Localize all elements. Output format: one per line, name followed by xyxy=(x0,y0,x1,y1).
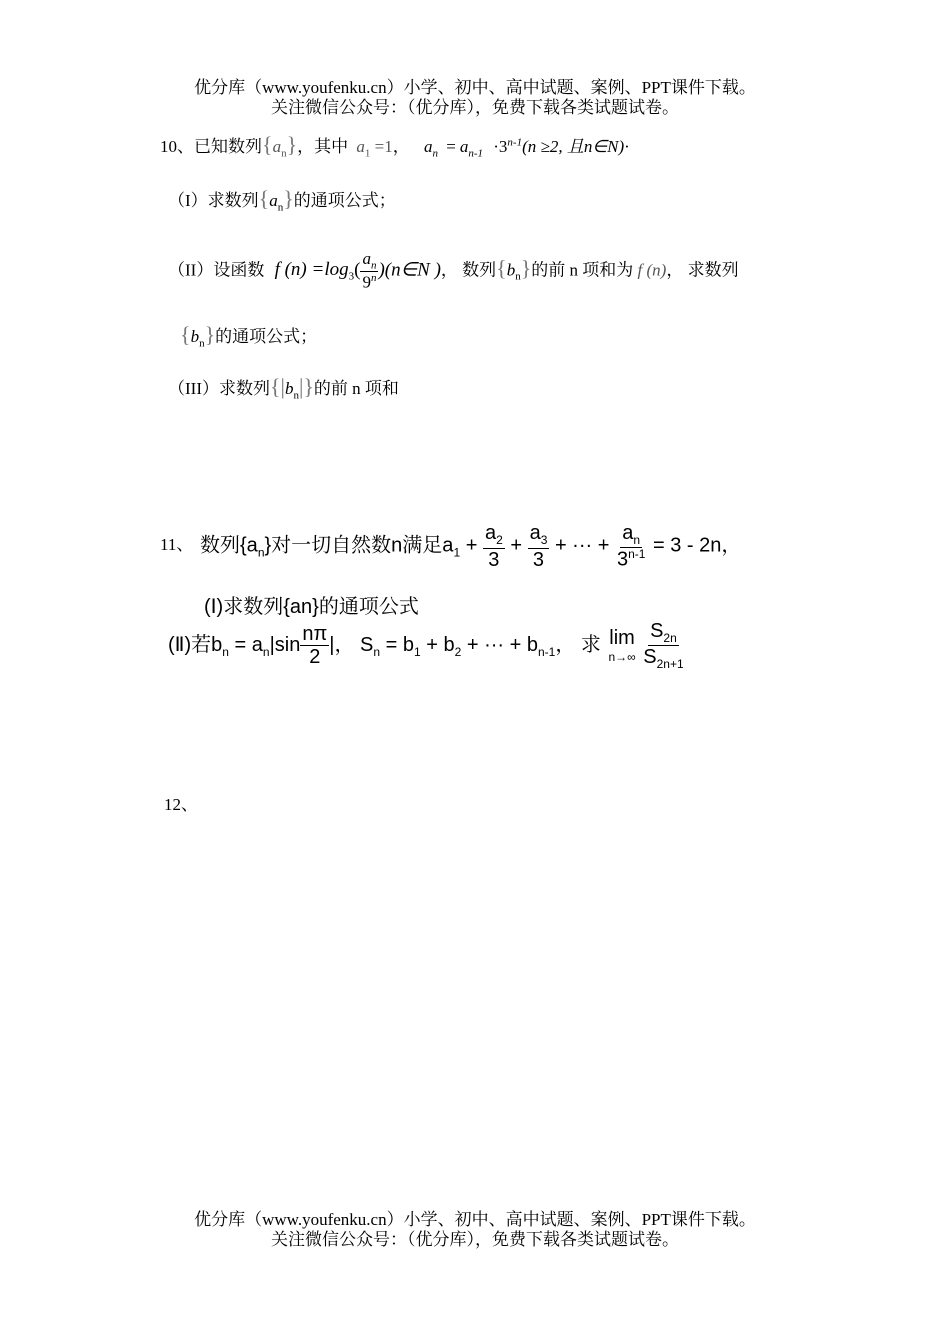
part-text: ， 求 xyxy=(555,633,601,656)
part-label: (Ⅱ)若b xyxy=(168,633,223,656)
part-label: （I）求数列 xyxy=(168,191,259,210)
math-sub: n xyxy=(432,147,438,160)
math-sub: 1 xyxy=(453,545,461,560)
math-sub: n xyxy=(277,201,284,214)
math-func: |sin xyxy=(269,633,301,656)
question-text: ，其中 xyxy=(297,137,349,156)
footer-line-1: 优分库（www.youfenku.cn）小学、初中、高中试题、案例、PPT课件下载。 xyxy=(194,1210,756,1229)
question-11-part-1: (Ⅰ)求数列{an}的通项公式 xyxy=(204,596,419,618)
math-cond: (n ≥2, 且n∈N) xyxy=(522,137,625,156)
math-fraction: $\frac{a_2}{3}$ xyxy=(484,522,503,571)
math-func: )(n∈N ) xyxy=(378,259,441,281)
math-op: + b xyxy=(426,633,455,656)
question-12-number: 12、 xyxy=(164,795,198,814)
math-eq: = a xyxy=(234,633,263,656)
math-op: + ··· + xyxy=(554,534,610,557)
math-fraction: $\frac{a_3}{3}$ xyxy=(529,522,548,571)
math-eq: =1 xyxy=(374,137,393,156)
part-text: 的通项公式； xyxy=(215,327,318,346)
math-var: a xyxy=(459,137,469,156)
math-var: a xyxy=(423,137,433,156)
math-fraction: $\frac{S_{2n}}{S_{2n+1}}$ xyxy=(643,620,684,672)
part-label: （II）设函数 xyxy=(168,260,265,280)
punct: · xyxy=(624,137,630,156)
math-sub: n xyxy=(257,545,265,560)
question-11-number: 11、 xyxy=(160,535,194,554)
question-11-line-1 xyxy=(200,522,741,571)
part-text: ， 求数列 xyxy=(666,260,739,280)
math-sub: n xyxy=(199,337,205,350)
math-eq: = xyxy=(446,137,456,156)
math-term: ·3 xyxy=(493,137,508,156)
math-sub: n-1 xyxy=(537,644,556,659)
math-eq: = 3 - 2n， xyxy=(652,534,742,557)
math-sup: n-1 xyxy=(507,136,523,149)
math-sub: n xyxy=(293,389,299,402)
math-func: f (n) =log xyxy=(274,259,349,281)
punct: ， xyxy=(392,137,410,156)
math-var: a xyxy=(272,137,282,156)
math-sub: 3 xyxy=(348,270,355,283)
question-10-part-1: （I）求数列$\{a_n\}$的通项公式； xyxy=(168,186,396,214)
math-sub: n xyxy=(373,644,381,659)
math-sub: n xyxy=(262,644,270,659)
question-text: 数列{a xyxy=(200,534,258,557)
math-sub: 2 xyxy=(454,644,462,659)
question-text: }对一切自然数n满足a xyxy=(264,534,454,557)
math-func: f (n) xyxy=(637,260,667,280)
question-10-part-2-line-2: $\{b_n\}$的通项公式； xyxy=(180,322,318,350)
math-sub: 1 xyxy=(413,644,421,659)
part-text: 的通项公式； xyxy=(293,191,396,210)
part-text: ， 数列 xyxy=(440,260,497,280)
math-fraction: $\frac{n\pi}{2}$ xyxy=(302,623,328,669)
question-10-part-2: （II）设函数 f $(n) =\log_3$( $\frac{a_n}{9^n}$ )(n∈N )， 数列$\{b_n\}$的前 n 项和为 f (n)， 求数列 xyxy=(168,249,739,293)
math-var: a xyxy=(269,191,278,210)
math-sub: n xyxy=(222,644,229,659)
math-var: b xyxy=(190,327,200,346)
math-var: b xyxy=(284,379,294,398)
question-number: 10、 xyxy=(160,137,194,156)
question-10-part-3: （III）求数列$\{|b_n|\}$的前 n 项和 xyxy=(168,374,399,402)
math-op: + ··· + b xyxy=(466,633,538,656)
header-line-1: 优分库（www.youfenku.cn）小学、初中、高中试题、案例、PPT课件下载。 xyxy=(194,78,756,97)
math-op: + xyxy=(465,534,478,557)
question-10-line-1: 10、已知数列$\{a_n\}$，其中 $a_1 =1$， $a_n = a_{n-1} \cdot 3^{n-1}(n \ge 2$, 且n∈N)· xyxy=(160,132,630,160)
math-fraction: $\frac{a_n}{3^{n-1}}$ xyxy=(616,522,646,571)
part-text: 的前 n 项和 xyxy=(313,379,399,398)
question-text: 已知数列 xyxy=(194,137,262,156)
part-text: 的前 n 项和为 xyxy=(531,260,634,280)
math-fraction: $\frac{a_n}{9^n}$ xyxy=(362,249,377,293)
math-op: + xyxy=(510,534,522,557)
math-sub: n-1 xyxy=(468,147,483,160)
math-sub: 1 xyxy=(364,147,371,160)
math-eq: = b xyxy=(385,633,414,656)
math-term: |， S xyxy=(329,633,374,656)
math-var: a xyxy=(356,137,365,156)
math-sub: n xyxy=(515,270,521,283)
math-var: b xyxy=(506,260,516,280)
footer-line-2: 关注微信公众号：（优分库），免费下载各类试题试卷。 xyxy=(271,1230,679,1249)
part-label: （III）求数列 xyxy=(168,379,270,398)
math-sub: n xyxy=(281,147,287,160)
header-line-2: 关注微信公众号：（优分库），免费下载各类试题试卷。 xyxy=(271,98,679,117)
question-11-part-2 xyxy=(168,620,686,671)
math-limit: lim n→∞ xyxy=(608,627,636,665)
